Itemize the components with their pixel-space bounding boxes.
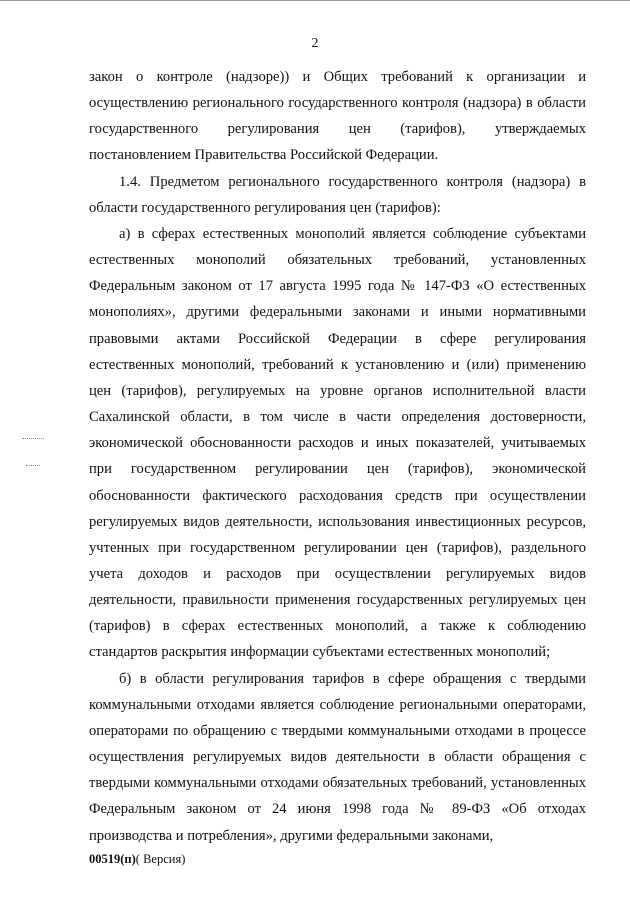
scan-top-edge	[0, 0, 630, 6]
paragraph-continuation: закон о контроле (надзоре)) и Общих требований к организации и осуществлению регионального государственного контроля (надзора) в области государственного регулирования цен (тарифов), утверждаемых постановлением Правительства Российской Федерации.	[89, 69, 586, 164]
paragraph-section-1-4: 1.4. Предметом регионального государственного контроля (надзора) в области государственного регулирования цен (тарифов):	[89, 173, 586, 216]
paragraph-subitem-a: а) в сферах естественных монополий является соблюдение субъектами естественных монополий обязательных требований, установленных Федеральным законом от 17 августа 1995 года № 147-ФЗ «О естественных монополиях», другими федеральными законами и иными нормативными правовыми актами Российской Федерации в сфере регулирования естественных монополий, требований к установлению и (или) применению цен (тарифов), регулируемых на уровне органов исполнительной власти Сахалинской области, в том числе в части определения достоверности, экономической обоснованности расходов и иных показателей, учитываемых при государственном регулировании цен (тарифов), экономической обоснованности фактического расходования средств при осуществлении регулируемых видов деятельности, использования инвестиционных ресурсов, учтенных при государственном регулировании цен (тарифов), раздельного учета доходов и расходов при осуществлении регулируемых видов деятельности, правильности применения государственных регулируемых цен (тарифов) в сферах естественных монополий, а также к соблюдению стандартов раскрытия информации субъектами естественных монополий;	[89, 225, 586, 661]
page-number: 2	[311, 36, 319, 51]
page-footer	[89, 851, 185, 867]
scan-mark	[22, 438, 44, 439]
paragraph-subitem-b: б) в области регулирования тарифов в сфере обращения с твердыми коммунальными отходами является соблюдение региональными операторами, операторами по обращению с твердыми коммунальными отходами в процессе осуществления регулируемых видов деятельности в области обращения с твердыми коммунальными отходами обязательных требований, установленных Федеральным законом от 24 июня 1998 года № 89-ФЗ «Об отходах производства и потребления», другими федеральными законами,	[89, 670, 586, 844]
document-body	[89, 64, 586, 849]
version-label: ( Версия)	[135, 852, 186, 866]
document-code: 00519(п)	[89, 852, 136, 866]
scan-mark	[26, 465, 40, 466]
